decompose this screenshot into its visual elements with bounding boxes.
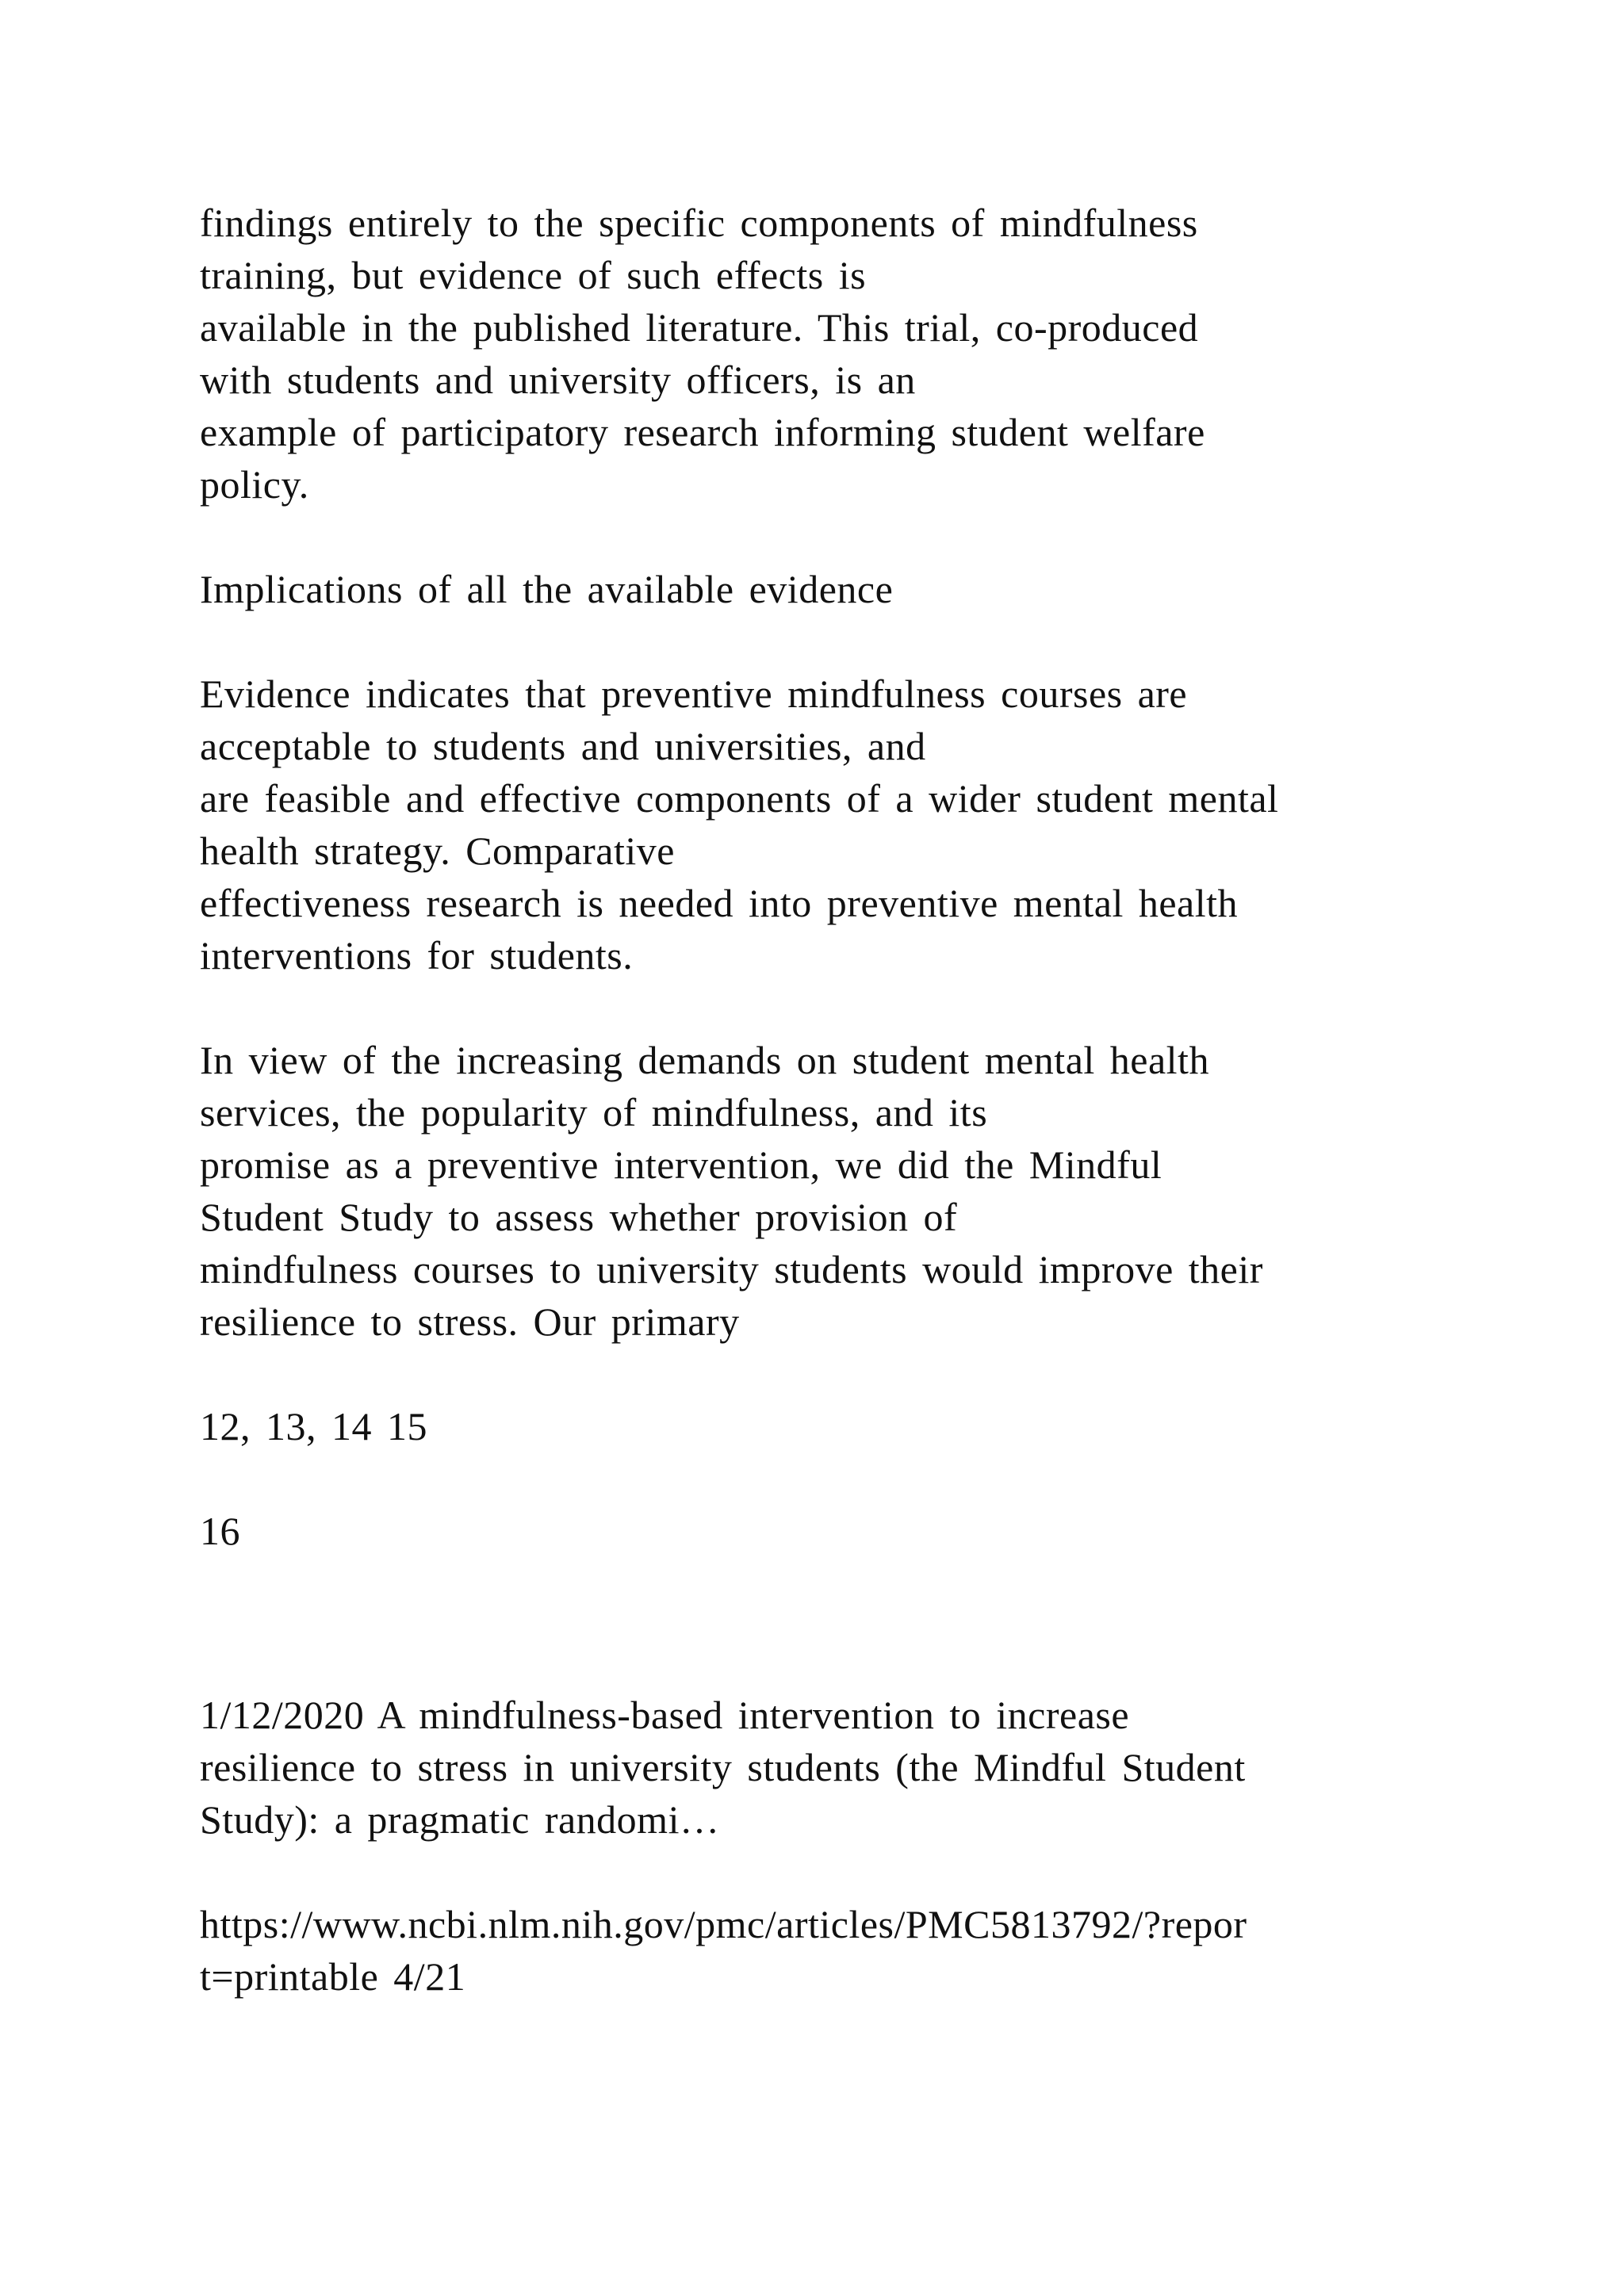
text-line: available in the published literature. This trial, co-produced <box>200 305 1199 350</box>
text-line: In view of the increasing demands on student mental health <box>200 1038 1209 1082</box>
text-line: promise as a preventive intervention, we did the Mindful <box>200 1142 1162 1187</box>
page-footer-title: Study): a pragmatic randomi… <box>200 1797 720 1842</box>
reference-numbers: 16 <box>200 1509 240 1553</box>
page-footer-url: t=printable 4/21 <box>200 1954 466 1999</box>
text-line: example of participatory research informing student welfare <box>200 410 1205 454</box>
text-line: findings entirely to the specific components of mindfulness <box>200 201 1198 245</box>
text-line: training, but evidence of such effects is <box>200 253 867 297</box>
text-line: Student Study to assess whether provision of <box>200 1195 958 1239</box>
section-heading: Implications of all the available evidence <box>200 567 894 611</box>
text-line: mindfulness courses to university students would improve their <box>200 1247 1263 1292</box>
text-line: effectiveness research is needed into preventive mental health <box>200 881 1239 925</box>
text-line: with students and university officers, is an <box>200 358 916 402</box>
text-line: acceptable to students and universities, and <box>200 724 926 768</box>
reference-numbers: 12, 13, 14 15 <box>200 1404 427 1448</box>
page-footer-url: https://www.ncbi.nlm.nih.gov/pmc/articles/PMC5813792/?repor <box>200 1902 1247 1946</box>
text-line: policy. <box>200 462 309 507</box>
text-line: resilience to stress. Our primary <box>200 1299 740 1344</box>
text-line: are feasible and effective components of a wider student mental <box>200 776 1279 821</box>
text-line: health strategy. Comparative <box>200 828 675 873</box>
text-line: services, the popularity of mindfulness, and its <box>200 1090 988 1135</box>
page-footer-title: resilience to stress in university students (the Mindful Student <box>200 1745 1246 1789</box>
page-footer-title: 1/12/2020 A mindfulness-based intervention to increase <box>200 1693 1130 1737</box>
text-line: interventions for students. <box>200 933 634 978</box>
text-line: Evidence indicates that preventive mindfulness courses are <box>200 672 1188 716</box>
